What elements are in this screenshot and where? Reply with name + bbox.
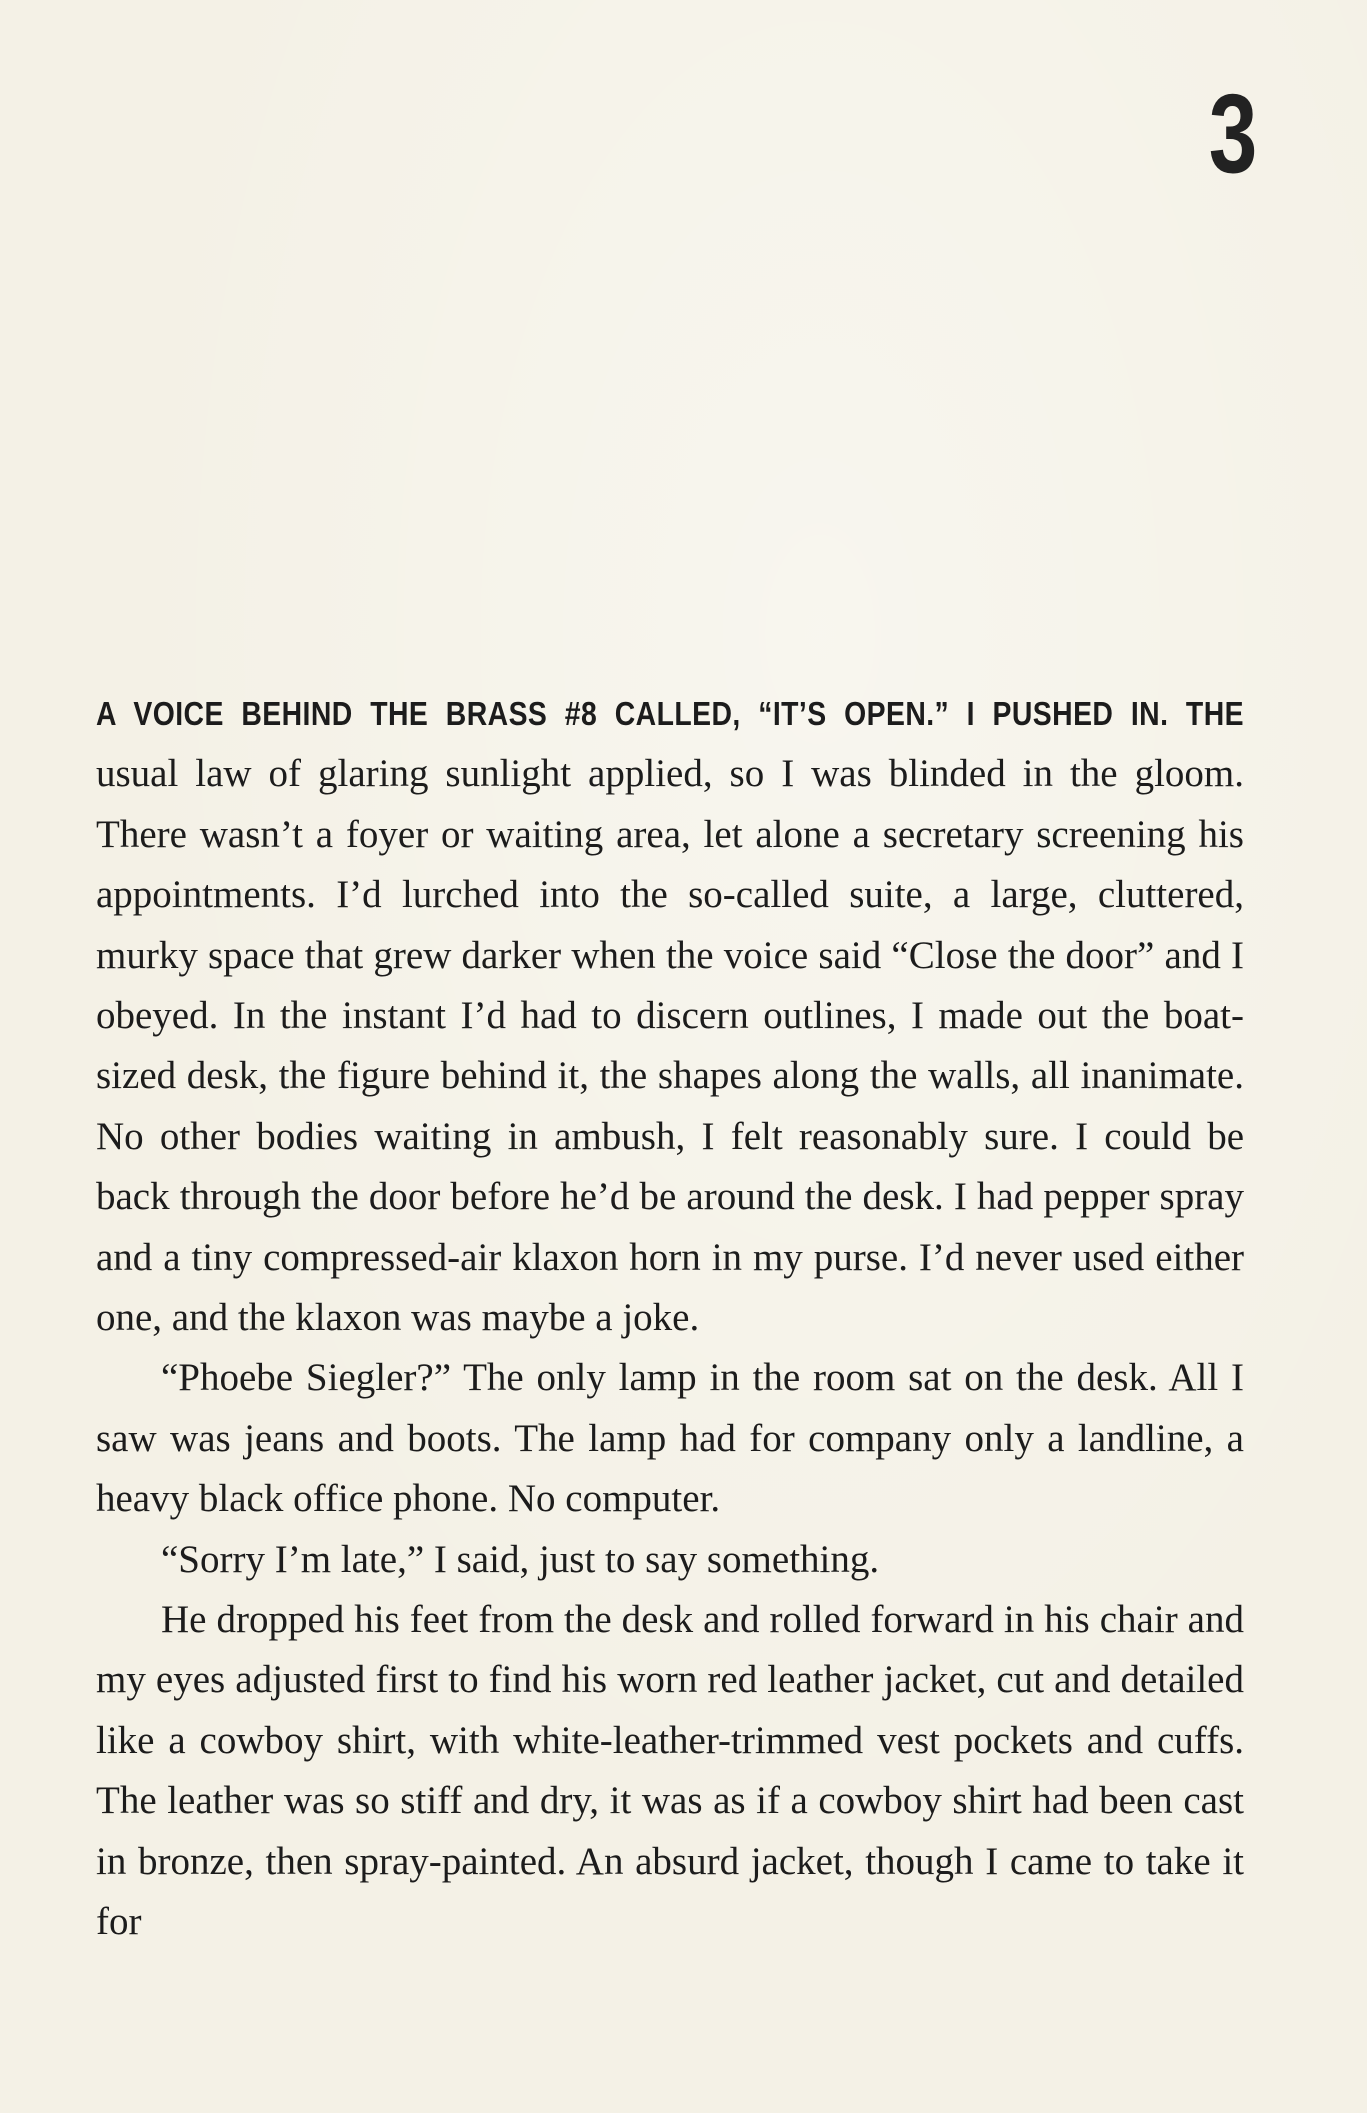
- lead-in-small-caps: A VOICE BEHIND THE BRASS #8 CALLED, “IT’S OPEN.” I PUSHED IN. THE: [96, 695, 1244, 732]
- paragraph-4: He dropped his feet from the desk and rolled forward in his chair and my eyes adjusted first to find his worn red leather jacket, cut and detailed like a cowboy shirt, with white-leather-trimmed vest pockets and cuffs. The leather was so stiff and dry, it was as if a cowboy shirt had been cast in bronze, then spray-painted. An absurd jacket, though I came to take it for: [96, 1598, 1244, 1944]
- paragraph-3: “Sorry I’m late,” I said, just to say something.: [161, 1537, 880, 1581]
- chapter-number: 3: [1208, 71, 1257, 196]
- chapter-body: [96, 684, 1244, 1953]
- paragraph-2: “Phoebe Siegler?” The only lamp in the room sat on the desk. All I saw was jeans and boots. The lamp had for company only a landline, a heavy black office phone. No computer.: [96, 1356, 1244, 1521]
- paragraph-1: [96, 684, 1244, 1348]
- paragraph-1-text: usual law of glaring sunlight applied, so I was blinded in the gloom. There wasn’t a foyer or waiting area, let alone a secretary screening his appointments. I’d lurched into the so-called suite, a large, cluttered, murky space that grew darker when the voice said “Close the door” and I obeyed. In the instant I’d had to discern outlines, I made out the boat-sized desk, the figure behind it, the shapes along the walls, all inanimate. No other bodies waiting in ambush, I felt reasonably sure. I could be back through the door before he’d be around the desk. I had pepper spray and a tiny compressed-air klaxon horn in my purse. I’d never used either one, and the klaxon was maybe a joke.: [96, 752, 1244, 1340]
